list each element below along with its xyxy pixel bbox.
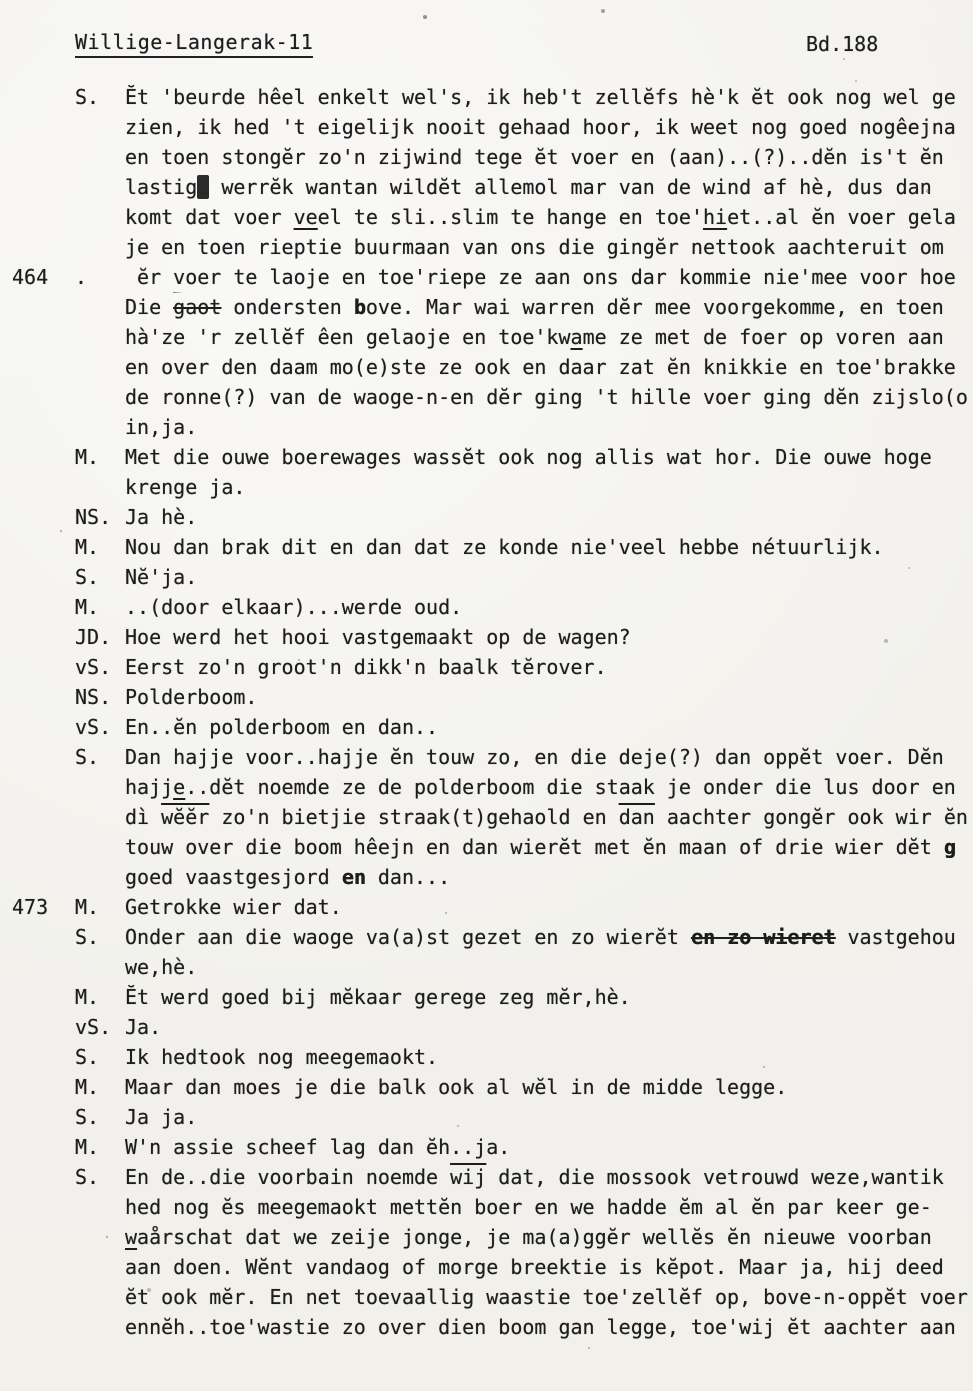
transcript-entry [12,622,973,652]
margin-number: 473 [12,895,49,919]
entry-lines [125,532,973,562]
entry-lines [125,82,973,262]
margin-number [12,1132,75,1162]
text-segment: Eerst zo'n groot'n dikk'n baalk tĕrover. [125,655,607,679]
text-segment: we,hè. [125,955,198,979]
text-segment: vastgehou [835,925,956,949]
margin-number [12,712,75,742]
transcript-line [125,1102,973,1132]
transcript-line [125,532,973,562]
entry-lines [125,712,973,742]
text-segment: in,ja. [125,415,198,439]
transcript-line [125,1072,973,1102]
speaker-label: M. [75,985,100,1009]
text-segment: aan doen. Wĕnt vandaog of morge breektie is kĕpot. Maar ja, hij deed [125,1255,944,1279]
transcript-line [125,502,973,532]
text-segment: ove. Mar wai warren dĕr mee voorgekomme, en toen [365,295,944,319]
speaker-label: S. [75,1105,100,1129]
text-segment: ve [293,205,318,229]
transcript-entry [12,442,973,502]
entry-lines [125,742,973,892]
entry-lines [125,982,973,1012]
text-segment: werrĕk wantan wildĕt allemol mar van de wind af hè, dus dan [209,175,932,199]
text-segment: Ja. [125,1015,162,1039]
entry-lines [125,592,973,622]
entry-lines [125,1132,973,1162]
entry-lines [125,1102,973,1132]
text-segment: $\overline{wij}$ [450,1165,487,1189]
transcript-entry [12,712,973,742]
transcript-line [125,142,973,172]
text-segment: hi [702,205,728,229]
text-segment: hà'ze 'r zellĕf êen gelaoje en toe'kw [125,325,571,349]
text-segment: ĕr voer te laoje en toe'riepe ze aan ons dar kommie nie'mee voor hoe [125,265,956,289]
margin-number [12,1012,75,1042]
transcript [0,82,973,1342]
text-segment: Met die ouwe boerewages wassĕt ook nog allis wat hor. Die ouwe hoge [125,445,932,469]
text-segment: gaot [173,295,222,319]
text-segment: Ja hè. [125,505,198,529]
transcript-entry [12,1162,973,1342]
entry-lines [125,652,973,682]
entry-lines [125,262,973,442]
transcript-entry [12,892,973,922]
text-segment: Nĕ'ja. [125,565,198,589]
transcript-line [125,352,973,382]
transcript-line [125,1012,973,1042]
transcript-line [125,412,973,442]
speaker-label: vS. [75,655,112,679]
transcript-line [125,982,973,1012]
text-segment: ĕt ook mĕr. En net toevaallig waastie toe'zellĕf op, bove-n-oppĕt voer [125,1285,968,1309]
text-segment: touw over die boom hêejn en dan wierĕt met ĕn maan of drie wier dĕt [125,835,944,859]
text-segment: ..(door elkaar)...werde oud. [125,595,463,619]
margin-number: 464 [12,265,49,289]
margin-number [12,1162,75,1342]
text-segment: zo'n bietjie straak(t)gehaold en [209,805,619,829]
text-segment: e [173,775,186,799]
speaker-label: NS. [75,505,112,529]
text-segment: Dan hajje voor..hajje ĕn touw zo, en die deje(?) dan oppĕt voer. Dĕn [125,745,944,769]
text-segment: lastig [125,175,198,199]
transcript-line [125,202,973,232]
transcript-entry [12,982,973,1012]
text-segment: wind tege ĕt voer en (aan)..(?)..dĕn is't ĕn [414,145,944,169]
transcript-line [125,652,973,682]
transcript-entry [12,1042,973,1072]
text-segment: dì [125,805,162,829]
speaker-label: S. [75,745,100,769]
text-segment: w [125,1225,138,1249]
text-segment: en [341,865,366,889]
transcript-line [125,442,973,472]
margin-number [12,502,75,532]
speaker-label: S. [75,925,100,949]
speaker-label: S. [75,1045,100,1069]
transcript-entry [12,562,973,592]
text-segment: Polderboom. [125,685,258,709]
margin-number [12,562,75,592]
transcript-line [125,1222,973,1252]
entry-lines [125,682,973,712]
text-segment: dat, die mossook vetrouwd weze,wantik [486,1165,944,1189]
page-title: Willige-Langerak-11 [75,30,313,58]
text-segment: ondersten [221,295,354,319]
annotated-word [619,802,655,832]
transcript-line [125,862,973,892]
transcript-line [125,562,973,592]
text-segment: En..ĕn polderboom en dan.. [125,715,439,739]
transcript-line [125,1282,973,1312]
transcript-line [125,892,973,922]
speaker-label: S. [75,1165,100,1189]
transcript-entry [12,502,973,532]
text-segment: je en toen rieptie buurmaan van ons die gingĕr nettook aachteruit om [125,235,944,259]
text-segment: hed nog ĕs meegemaokt mettĕn boer en we hadde ĕm al ĕn par keer ge- [125,1195,932,1219]
text-segment: Ĕt werd goed bij mĕkaar gerege zeg mĕr,hè. [125,985,631,1009]
speaker-label: M. [75,445,100,469]
page-header [0,0,973,60]
handwritten-note [172,292,222,293]
transcript-line [125,322,973,352]
text-segment: Nou dan brak dit en dan dat ze konde nie'veel hebbe nétuurlijk. [125,535,884,559]
text-segment: W'n assie scheef lag dan ĕh..ja. [125,1135,511,1159]
margin-number [12,1072,75,1102]
transcript-entry [12,1072,973,1102]
text-segment: En de..die voorbain noemde [125,1165,451,1189]
annotated-word [173,292,221,322]
margin-number [12,82,75,262]
entry-lines [125,1162,973,1342]
margin-number [12,742,75,892]
page-number: Bd.188 [806,32,879,56]
margin-number [12,682,75,712]
transcript-line [125,472,973,502]
transcript-line [125,832,973,862]
text-segment: Getrokke wier dat. [125,895,342,919]
margin-number [12,652,75,682]
transcript-entry [12,532,973,562]
text-segment: el te sli..slim te hange en toe' [317,205,703,229]
transcript-line [125,82,973,112]
transcript-entry [12,82,973,262]
transcript-entry [12,1012,973,1042]
text-segment: me ze met de foer op voren aan [582,325,944,349]
entry-lines [125,442,973,502]
transcript-line [125,262,973,292]
speaker-label: JD. [75,625,112,649]
text-segment: goed vaastgesjord [125,865,342,889]
speaker-label: vS. [75,715,112,739]
text-segment: en zo wieret [690,925,836,949]
margin-number [12,442,75,502]
entry-lines [125,892,973,922]
transcript-line [125,922,973,952]
transcript-line [125,292,973,322]
text-segment: en toen stongĕr zo'n [125,145,378,169]
transcript-line [125,622,973,652]
margin-number [12,592,75,622]
text-segment: e [197,175,210,199]
transcript-line [125,232,973,262]
transcript-line [125,952,973,982]
speaker-label: M. [75,1075,100,1099]
transcript-line [125,112,973,142]
speaker-label: M. [75,1135,100,1159]
entry-lines [125,502,973,532]
speaker-label: S. [75,565,100,589]
transcript-entry [12,922,973,982]
transcript-line [125,1162,973,1192]
text-segment: Ja ja. [125,1105,198,1129]
transcript-line [125,1042,973,1072]
entry-lines [125,562,973,592]
text-segment: zij [377,145,414,169]
speaker-label: M. [75,535,100,559]
speaker-label: M. [75,595,100,619]
transcript-line [125,802,973,832]
text-segment: komt dat voer [125,205,294,229]
margin-number [12,622,75,652]
entry-lines [125,1012,973,1042]
entry-lines [125,622,973,652]
transcript-line [125,1312,973,1342]
text-segment: aårschat dat we zeije jonge, je ma(a)ggĕr wellĕs ĕn nieuwe voorban [137,1225,932,1249]
transcript-line [125,712,973,742]
text-segment: g [943,835,956,859]
transcript-entry [12,742,973,892]
text-segment: ennĕh..toe'wastie zo over dien boom gan legge, toe'wij ĕt aachter aan [125,1315,956,1339]
text-segment: zien, ik hed 't eigelijk nooit gehaad hoor, ik weet nog goed nogêejna [125,115,956,139]
text-segment: Ik hedtook nog meegemaokt. [125,1045,439,1069]
transcript-entry [12,1132,973,1162]
transcript-line [125,1252,973,1282]
speaker-label: M. [75,895,100,919]
text-segment: $\overline{dan}$ [618,805,655,829]
transcript-line [125,1132,973,1162]
text-segment: et..al ĕn voer gela [727,205,956,229]
text-segment: b [353,295,366,319]
transcript-entry [12,592,973,622]
transcript-line [125,592,973,622]
text-segment: de ronne(?) van de waoge-n-en dĕr ging 't hille voer ging dĕn zijslo(o [125,385,968,409]
transcript-line [125,382,973,412]
annotated-word [378,142,414,172]
transcript-line [125,172,973,202]
text-segment: Onder aan die waoge va(a)st gezet en zo wierĕt [125,925,691,949]
margin-number [12,982,75,1012]
text-segment: Maar dan moes je die balk ook al wĕl in de midde legge. [125,1075,788,1099]
speaker-label: S. [75,85,100,109]
speaker-label: . [75,265,88,289]
transcript-line [125,1192,973,1222]
speaker-label: NS. [75,685,112,709]
text-segment: Ĕt 'beurde hêel enkelt wel's, ik heb't zellĕfs hè'k ĕt ook nog wel ge [125,85,956,109]
transcript-entry [12,262,973,442]
entry-lines [125,922,973,982]
transcript-entry [12,682,973,712]
margin-number [12,922,75,982]
text-segment: a [570,325,583,349]
text-segment: Die [125,295,174,319]
margin-number [12,1102,75,1132]
transcript-line [125,742,973,772]
text-segment: hajj [125,775,174,799]
text-segment: en over den daam mo(e)ste ze ook en daar zat ĕn knikkie en toe'brakke [125,355,956,379]
entry-lines [125,1072,973,1102]
transcript-line [125,772,973,802]
text-segment: aachter gongĕr ook wir ĕn [654,805,968,829]
transcript-entry [12,1102,973,1132]
text-segment: wĕĕr [161,805,210,829]
margin-number [12,1042,75,1072]
transcript-line [125,682,973,712]
transcript-entry [12,652,973,682]
text-segment: krenge ja. [125,475,246,499]
entry-lines [125,1042,973,1072]
text-segment: Hoe werd het hooi vastgemaakt op de wagen? [125,625,631,649]
text-segment: dan... [365,865,451,889]
speaker-label: vS. [75,1015,112,1039]
margin-number [12,532,75,562]
text-segment: ..dĕt noemde ze de polderboom die staak je onder die lus door en [185,775,956,799]
